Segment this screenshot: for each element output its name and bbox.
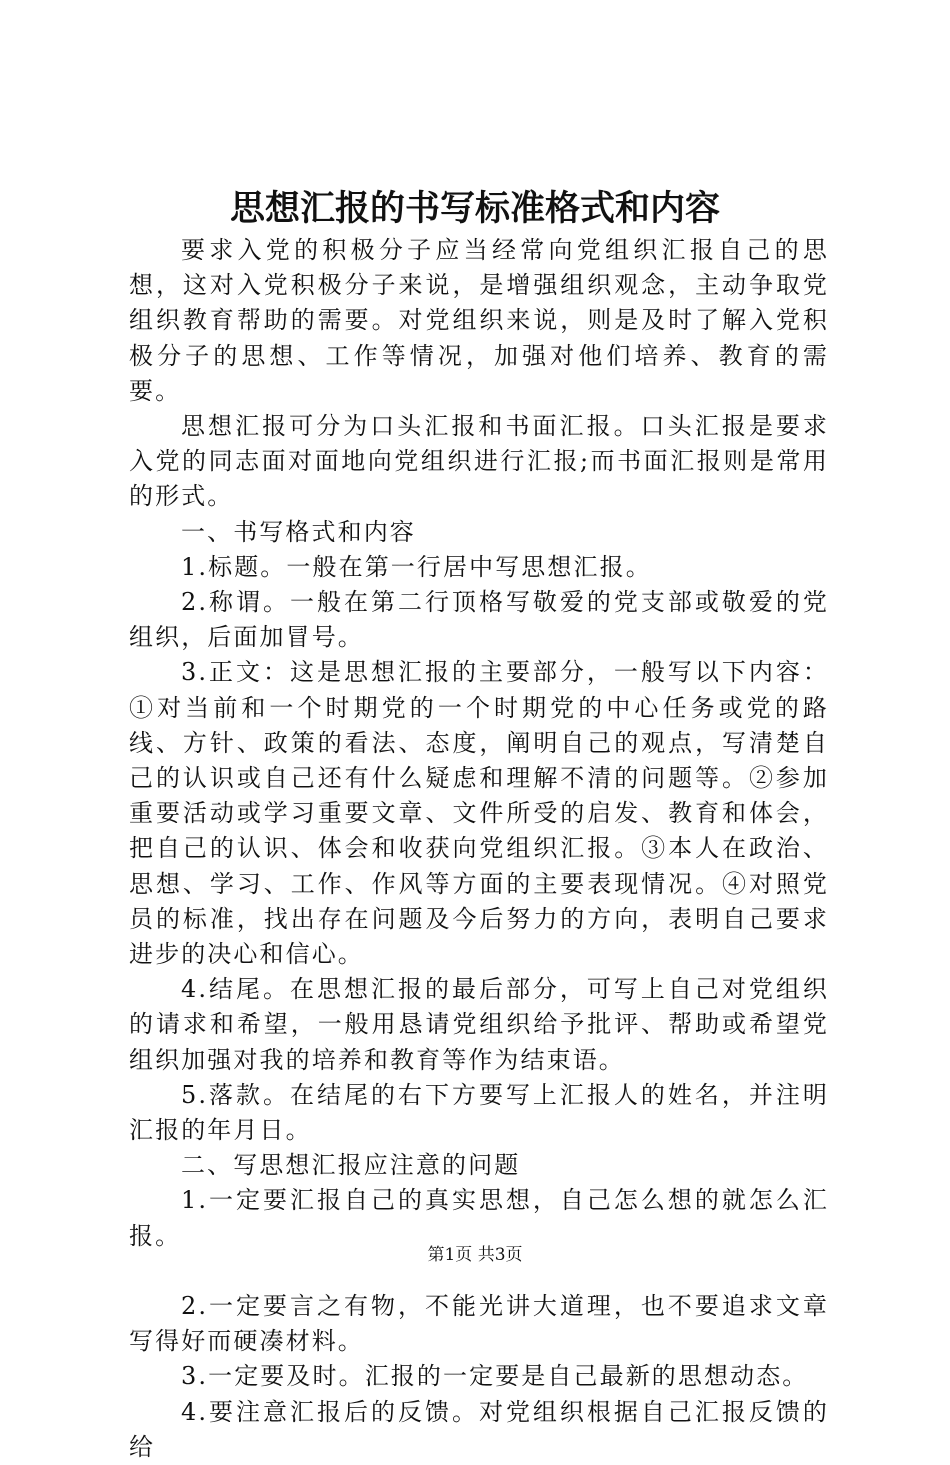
section-heading-notes: 二、写思想汇报应注意的问题 xyxy=(181,1151,521,1180)
document-title: 思想汇报的书写标准格式和内容 xyxy=(229,188,720,229)
list-item-ending: 4.结尾。在思想汇报的最后部分，可写上自己对党组织的请求和希望，一般用恳请党组织给予批评、帮助或希望党组织加强对我的培养和教育等作为结束语。 xyxy=(129,975,829,1074)
note-item-4: 4.要注意汇报后的反馈。对党组织根据自己汇报反馈的给 xyxy=(129,1397,829,1461)
list-item-signature: 5.落款。在结尾的右下方要写上汇报人的姓名，并注明汇报的年月日。 xyxy=(129,1080,829,1145)
note-item-2: 2.一定要言之有物，不能光讲大道理，也不要追求文章写得好而硬凑材料。 xyxy=(129,1292,829,1356)
page-footer: 第1页 共3页 xyxy=(427,1245,523,1265)
document-body xyxy=(129,233,829,1465)
note-item-1: 1.一定要汇报自己的真实思想，自己怎么想的就怎么汇报。 xyxy=(129,1186,829,1250)
list-item-body: 3.正文：这是思想汇报的主要部分，一般写以下内容：①对当前和一个时期党的一个时期党的中心任务或党的路线、方针、政策的看法、态度，阐明自己的观点，写清楚自己的认识或自己还有什么疑虑和理解不清的问题等。②参加重要活动或学习重要文章、文件所受的启发、教育和体会，把自己的认识、体会和收获向党组织汇报。③本人在政治、思想、学习、工作、作风等方面的主要表现情况。④对照党员的标准，找出存在问题及今后努力的方向，表明自己要求进步的决心和信心。 xyxy=(129,658,829,969)
list-item-salutation: 2.称谓。一般在第二行顶格写敬爱的党支部或敬爱的党组织，后面加冒号。 xyxy=(129,588,829,652)
paragraph-intro: 要求入党的积极分子应当经常向党组织汇报自己的思想，这对入党积极分子来说，是增强组织观念，主动争取党组织教育帮助的需要。对党组织来说，则是及时了解入党积极分子的思想、工作等情况，加强对他们培养、教育的需要。 xyxy=(129,236,829,405)
list-item-title: 1.标题。一般在第一行居中写思想汇报。 xyxy=(181,552,652,581)
section-heading-format: 一、书写格式和内容 xyxy=(181,517,416,546)
note-item-3: 3.一定要及时。汇报的一定要是自己最新的思想动态。 xyxy=(181,1362,809,1391)
paragraph-report-types: 思想汇报可分为口头汇报和书面汇报。口头汇报是要求入党的同志面对面地向党组织进行汇报;而书面汇报则是常用的形式。 xyxy=(129,412,829,511)
